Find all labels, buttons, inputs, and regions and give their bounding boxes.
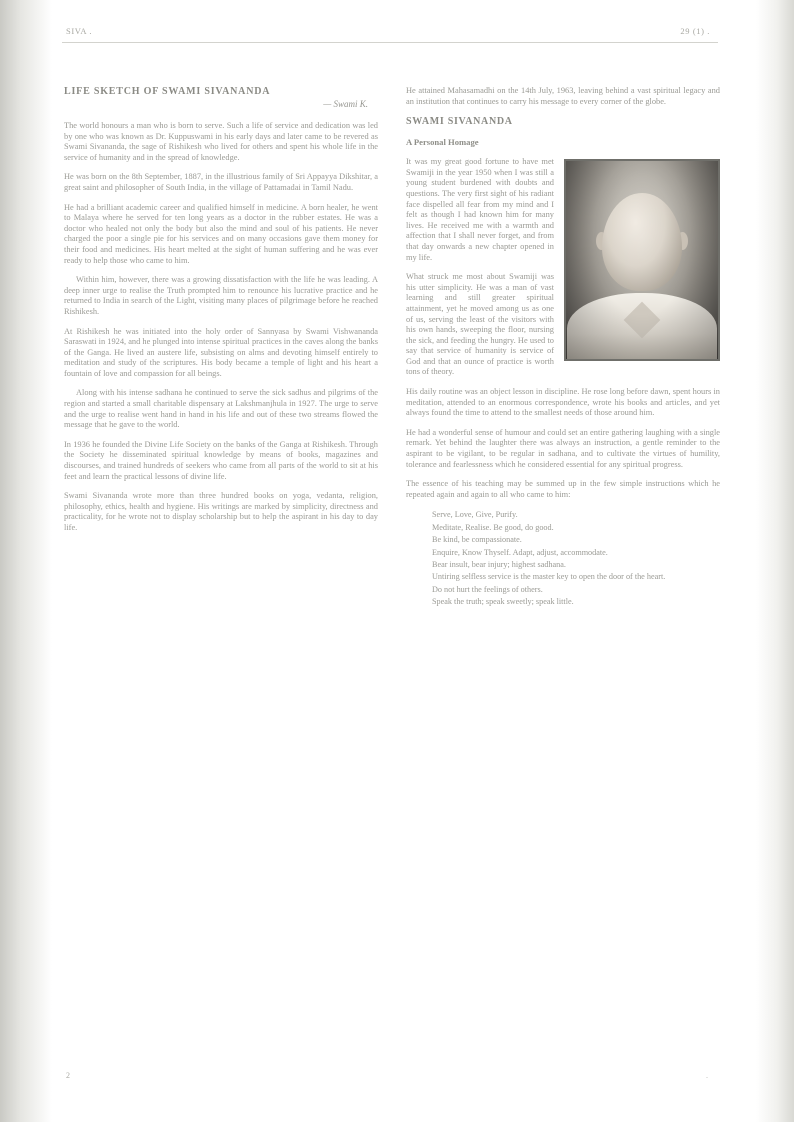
running-head-left: SIVA . [66, 26, 93, 36]
paragraph: At Rishikesh he was initiated into the holy order of Sannyasa by Swami Vishwananda Saraswati in 1924, and he plunged into intense spiritual practices in the caves along the banks of the Ganga. He lived an austere life, subsisting on alms and devoting himself entirely to meditation and study of the scriptures. His body became a temple of light and his heart a fountain of love and compassion for all beings. [64, 326, 378, 378]
right-section-title: SWAMI SIVANANDA [406, 116, 513, 128]
list-item: Untiring selfless service is the master key to open the door of the heart. [432, 572, 666, 582]
list-item: Meditate, Realise. Be good, do good. [432, 522, 554, 532]
header-rule [62, 42, 718, 43]
paragraph: Swami Sivananda wrote more than three hundred books on yoga, vedanta, religion, philosophy, ethics, health and hygiene. His writings are marked by simplicity, directness and practicality, for he wrote not to display scholarship but to help the aspirant in his day to day life. [64, 491, 378, 532]
paragraph: His daily routine was an object lesson in discipline. He rose long before dawn, spent hours in meditation, attended to an enormous correspondence, wrote his books and articles, and yet always found the time to attend to the smallest needs of those around him. [406, 387, 720, 418]
list-item: Speak the truth; speak sweetly; speak little. [432, 597, 574, 607]
portrait-photo [564, 159, 720, 361]
list-item: Serve, Love, Give, Purify. [432, 510, 518, 520]
paragraph: He was born on the 8th September, 1887, in the illustrious family of Sri Appayya Dikshitar, a great saint and philosopher of South India, in the village of Pattamadai in Tamil Nadu. [64, 172, 378, 192]
right-column [406, 86, 720, 1046]
page-number-left: 2 [66, 1071, 70, 1080]
running-head-right: 29 (1) . [680, 26, 710, 36]
page-number-right: . [706, 1071, 708, 1080]
byline: — Swami K. [323, 99, 368, 109]
left-column [64, 86, 378, 1046]
two-column-body [64, 86, 720, 1046]
paragraph: The essence of his teaching may be summed up in the few simple instructions which he repeated again and again to all who came to him: [406, 479, 720, 499]
list-item: Be kind, be compassionate. [432, 535, 522, 545]
paragraph: What struck me most about Swamiji was his utter simplicity. He was a man of vast learning and still greater spiritual attainment, yet he moved among us as one of us, serving the least of the visitors with his own hands, sweeping the floor, nursing the sick, and feeding the hungry. He used to say that service of humanity is service of God and that an ounce of practice is worth tons of theory. [406, 272, 554, 377]
right-sub-title: A Personal Homage [406, 137, 479, 148]
teaching-list [406, 509, 720, 607]
paragraph: Within him, however, there was a growing dissatisfaction with the life he was leading. A deep inner urge to realise the Truth prompted him to renounce his lucrative practice and he returned to India in search of the Light, visiting many places of pilgrimage before he reached Rishikesh. [64, 275, 378, 316]
list-item: Enquire, Know Thyself. Adapt, adjust, accommodate. [432, 547, 608, 557]
portrait-vignette [566, 161, 718, 359]
paragraph: He attained Mahasamadhi on the 14th July, 1963, leaving behind a vast spiritual legacy and an institution that continues to carry his message to every corner of the globe. [406, 86, 720, 106]
paragraph: In 1936 he founded the Divine Life Society on the banks of the Ganga at Rishikesh. Through the Society he disseminated spiritual knowledge by means of books, magazines and discourses, and trained hundreds of seekers who came from all parts of the world to sit at his feet and learn the practical lessons of divine life. [64, 439, 378, 481]
paragraph: He had a brilliant academic career and qualified himself in medicine. A born healer, he went to Malaya where he served for ten long years as a doctor in the rubber estates. He was a doctor who healed not only the body but also the mind and soul of his patients. He never charged the poor a single pie for his services and on many occasions gave them money for their food and medicines. His heart melted at the sight of human suffering and he was ever ready to help those who came to him. [64, 202, 378, 265]
paragraph: He had a wonderful sense of humour and could set an entire gathering laughing with a single remark. Yet behind the laughter there was always an instruction, a gentle reminder to the aspirant to be vigilant, to be regular in sadhana, and to cultivate the virtues of humility, tolerance and fearlessness which he considered essential for any spiritual progress. [406, 427, 720, 469]
list-item: Bear insult, bear injury; highest sadhana. [432, 560, 566, 570]
list-item: Do not hurt the feelings of others. [432, 584, 543, 594]
paragraph: The world honours a man who is born to serve. Such a life of service and dedication was led by one who was known as Dr. Kuppuswami in his early days and later came to be revered as Swami Sivananda, the sage of Rishikesh who lived for others and spent his whole life in the service of humanity and in the spread of knowledge. [64, 121, 378, 162]
left-section-title: LIFE SKETCH OF SWAMI SIVANANDA [64, 86, 271, 97]
paragraph: Along with his intense sadhana he continued to serve the sick sadhus and pilgrims of the region and started a small charitable dispensary at Lakshmanjhula in 1927. The urge to serve and the urge to realise went hand in hand in his life and out of these two streams flowed the message that he gave to the world. [64, 388, 378, 430]
paragraph: It was my great good fortune to have met Swamiji in the year 1950 when I was still a young student burdened with doubts and questions. The very first sight of his radiant face dispelled all fear from my mind and I felt as though I had known him for many lives. He received me with a warmth and affection that I shall never forget, and from that day onwards a new chapter opened in my life. [406, 157, 554, 262]
